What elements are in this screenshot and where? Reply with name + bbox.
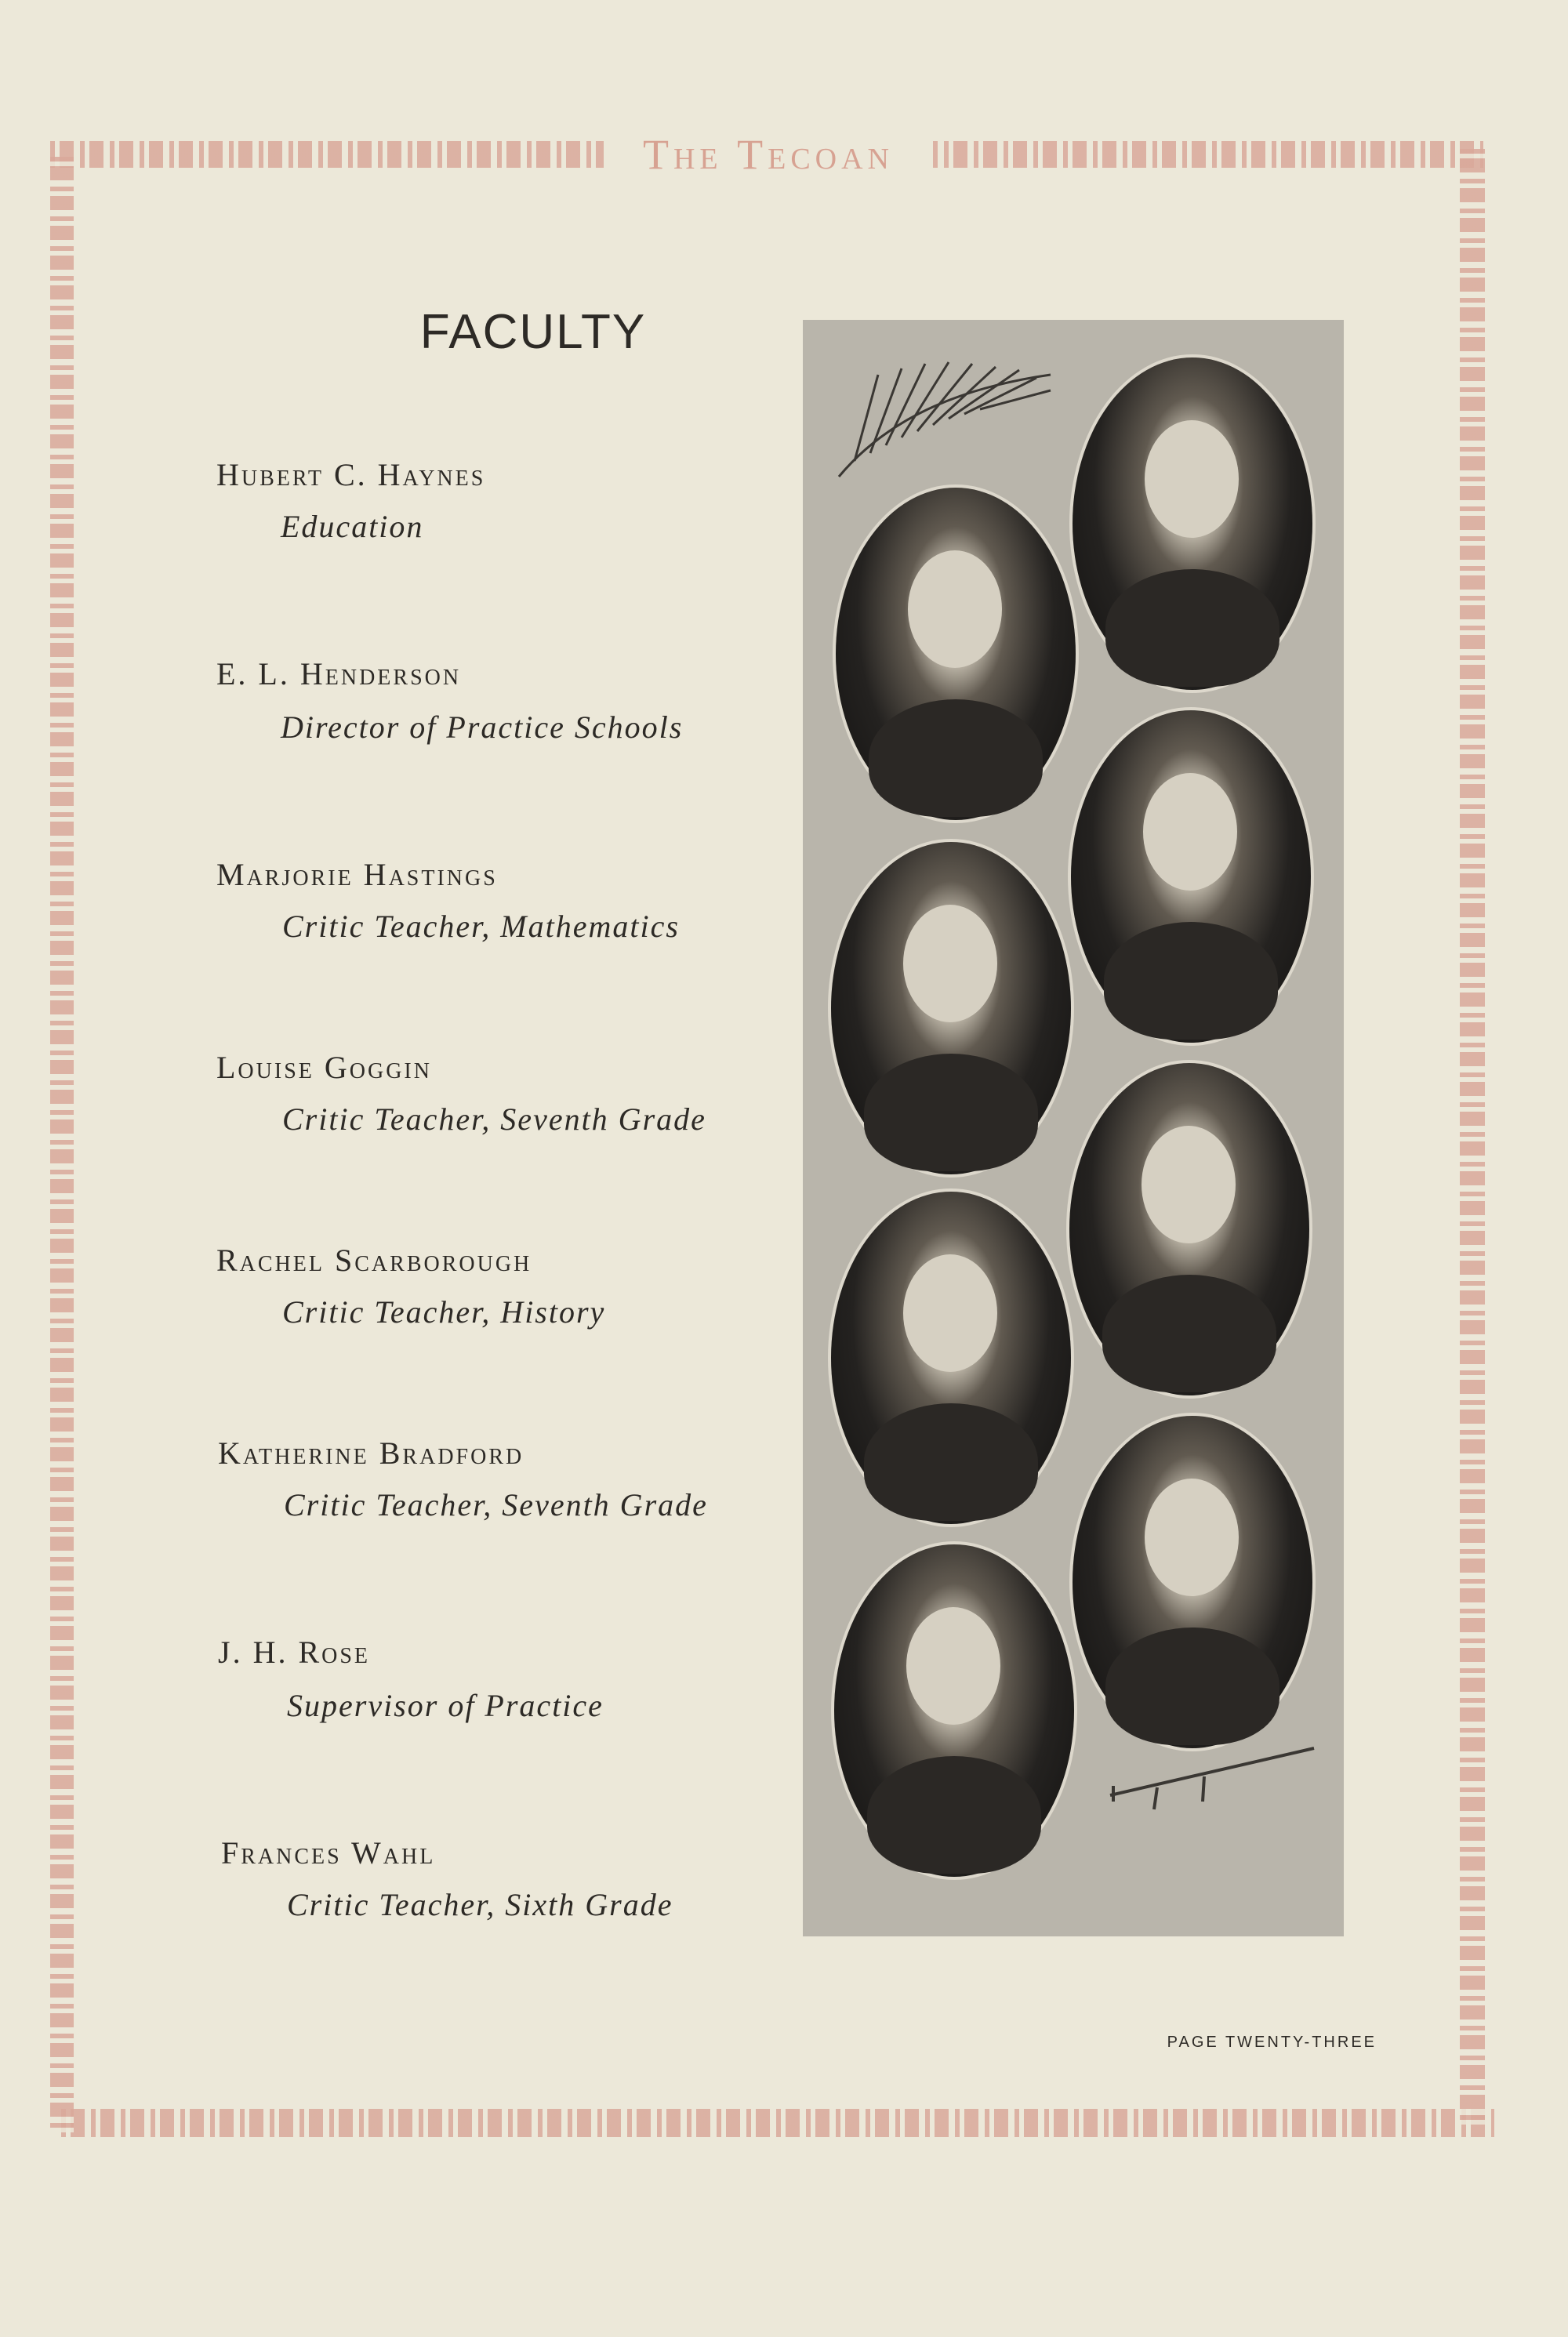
faculty-name: Marjorie Hastings xyxy=(216,857,498,892)
portrait-photo xyxy=(1073,357,1312,690)
portrait-photo xyxy=(1071,710,1311,1043)
faculty-name: Rachel Scarborough xyxy=(216,1243,532,1278)
faculty-name: Louise Goggin xyxy=(216,1050,432,1085)
faculty-role: Critic Teacher, Seventh Grade xyxy=(284,1487,708,1522)
faculty-name: J. H. Rose xyxy=(218,1635,371,1670)
peace-pipe-icon xyxy=(1102,1740,1322,1811)
faculty-role: Education xyxy=(281,509,424,544)
portrait-photo xyxy=(1073,1416,1312,1748)
portrait-photo xyxy=(836,488,1076,820)
faculty-role: Supervisor of Practice xyxy=(287,1688,604,1723)
ornamental-border-right xyxy=(1460,149,1485,2125)
faculty-name: Frances Wahl xyxy=(221,1835,436,1871)
portrait-photo xyxy=(831,842,1071,1174)
faculty-name: E. L. Henderson xyxy=(216,656,462,691)
portrait-photo xyxy=(1069,1063,1309,1395)
faculty-role: Critic Teacher, Sixth Grade xyxy=(287,1887,673,1922)
ornamental-border-left xyxy=(50,157,74,2132)
faculty-role: Critic Teacher, Seventh Grade xyxy=(282,1101,706,1137)
ornamental-border-bottom xyxy=(61,2109,1494,2137)
faculty-role: Critic Teacher, History xyxy=(282,1294,606,1330)
faculty-name: Hubert C. Haynes xyxy=(216,457,486,492)
feather-headdress-icon xyxy=(831,359,1058,484)
faculty-role: Critic Teacher, Mathematics xyxy=(282,909,680,944)
page-number: PAGE TWENTY-THREE xyxy=(1167,2034,1377,2051)
portrait-photo xyxy=(831,1192,1071,1524)
faculty-role: Director of Practice Schools xyxy=(281,709,684,745)
portrait-photo xyxy=(834,1544,1074,1877)
book-title: The Tecoan xyxy=(642,131,895,178)
page-heading: FACULTY xyxy=(419,305,647,359)
faculty-name: Katherine Bradford xyxy=(218,1435,524,1471)
